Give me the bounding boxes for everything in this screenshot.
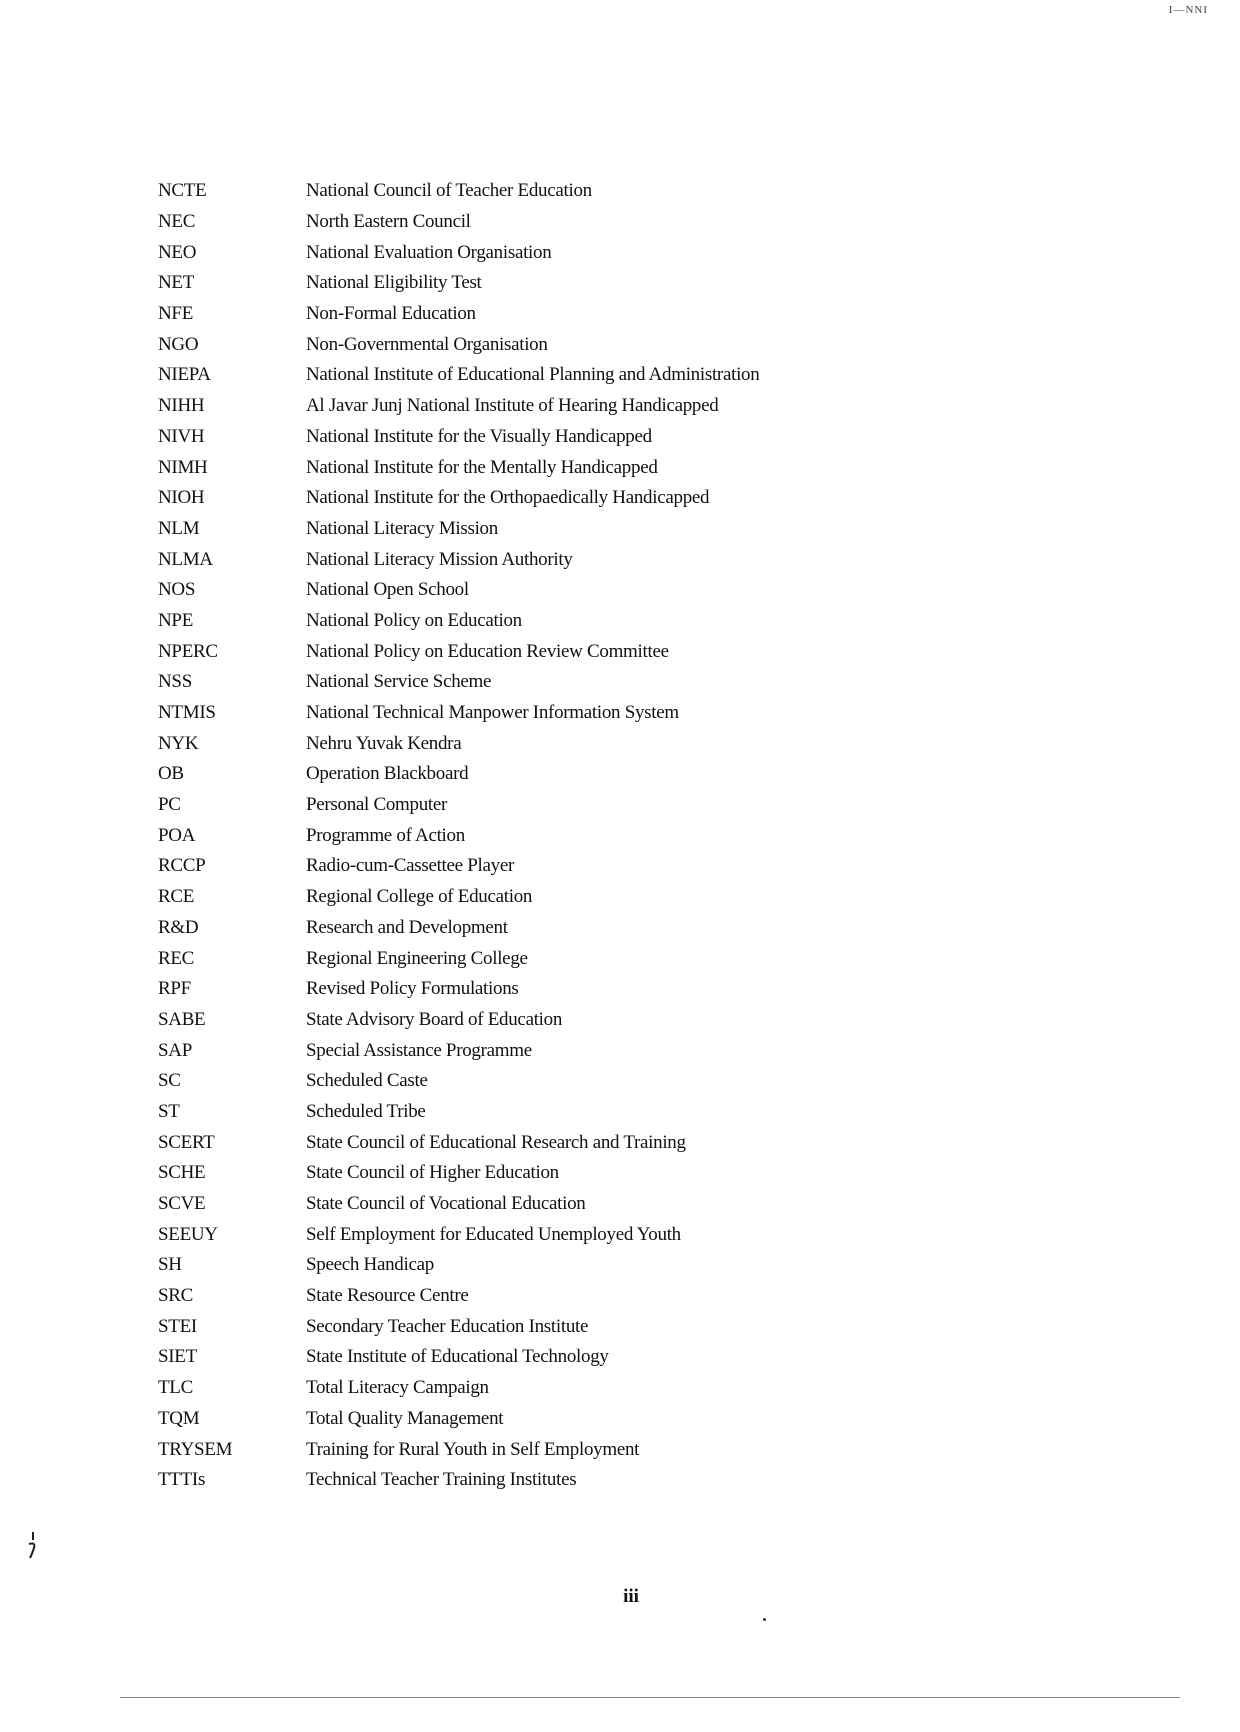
abbreviation-row (158, 299, 1158, 330)
abbreviation-row (158, 1465, 1158, 1496)
abbreviation-meaning: Scheduled Caste (306, 1070, 428, 1092)
abbreviation-meaning: Personal Computer (306, 794, 448, 816)
abbreviation-row (158, 1373, 1158, 1404)
abbreviation-meaning: National Policy on Education (306, 609, 522, 631)
abbreviation-row (158, 237, 1158, 268)
abbreviation-row (158, 606, 1158, 637)
abbreviation-row (158, 1342, 1158, 1373)
abbreviation-code: NSS (158, 671, 192, 693)
abbreviation-row (158, 360, 1158, 391)
abbreviation-code: POA (158, 824, 196, 846)
abbreviation-meaning: National Council of Teacher Education (306, 180, 592, 202)
abbreviation-meaning: Total Quality Management (306, 1407, 504, 1429)
abbreviation-row (158, 820, 1158, 851)
abbreviation-code: NYK (158, 732, 199, 754)
abbreviation-meaning: Radio-cum-Cassettee Player (306, 855, 514, 877)
abbreviation-meaning: Self Employment for Educated Unemployed Youth (306, 1223, 681, 1245)
abbreviation-meaning: Total Literacy Campaign (306, 1377, 489, 1399)
abbreviation-row (158, 544, 1158, 575)
abbreviation-meaning: Revised Policy Formulations (306, 978, 519, 1000)
abbreviation-code: NTMIS (158, 702, 216, 724)
abbreviation-row (158, 636, 1158, 667)
abbreviation-row (158, 1189, 1158, 1220)
abbreviation-meaning: North Eastern Council (306, 211, 471, 233)
abbreviation-meaning: Operation Blackboard (306, 763, 469, 785)
abbreviation-code: SABE (158, 1008, 206, 1030)
abbreviation-row (158, 1035, 1158, 1066)
abbreviation-row (158, 514, 1158, 545)
abbreviation-code: NIMH (158, 456, 208, 478)
corner-mark: I—NNI (1168, 4, 1208, 16)
abbreviation-row (158, 1434, 1158, 1465)
abbreviation-row (158, 329, 1158, 360)
abbreviation-meaning: National Literacy Mission Authority (306, 548, 573, 570)
abbreviation-meaning: State Council of Vocational Education (306, 1193, 586, 1215)
abbreviation-code: SIET (158, 1346, 197, 1368)
abbreviation-code: SCHE (158, 1162, 206, 1184)
abbreviation-row (158, 667, 1158, 698)
abbreviation-code: NET (158, 272, 195, 294)
abbreviation-code: NPE (158, 609, 193, 631)
abbreviation-code: TRYSEM (158, 1438, 233, 1460)
abbreviation-row (158, 1127, 1158, 1158)
abbreviation-meaning: National Service Scheme (306, 671, 492, 693)
abbreviation-row (158, 974, 1158, 1005)
abbreviation-code: SCERT (158, 1131, 215, 1153)
abbreviation-row (158, 422, 1158, 453)
page-number: iii (623, 1586, 639, 1607)
abbreviation-code: NEC (158, 211, 196, 233)
abbreviation-row (158, 759, 1158, 790)
abbreviation-meaning: Al Javar Junj National Institute of Hearing Handicapped (306, 395, 719, 417)
abbreviation-meaning: State Council of Educational Research and Training (306, 1131, 686, 1153)
abbreviation-meaning: National Institute of Educational Planning and Administration (306, 364, 760, 386)
abbreviation-code: SEEUY (158, 1223, 218, 1245)
abbreviation-row (158, 452, 1158, 483)
abbreviation-row (158, 1311, 1158, 1342)
abbreviation-code: NEO (158, 241, 197, 263)
abbreviation-meaning: Regional Engineering College (306, 947, 528, 969)
abbreviation-code: SC (158, 1070, 181, 1092)
abbreviation-meaning: State Council of Higher Education (306, 1162, 559, 1184)
abbreviation-row (158, 575, 1158, 606)
abbreviation-code: NIOH (158, 487, 205, 509)
abbreviation-code: RCCP (158, 855, 206, 877)
abbreviation-row (158, 882, 1158, 913)
scan-dot (763, 1618, 766, 1621)
abbreviation-code: NCTE (158, 180, 207, 202)
abbreviation-row (158, 207, 1158, 238)
abbreviation-meaning: National Institute for the Orthopaedically Handicapped (306, 487, 710, 509)
abbreviation-code: ST (158, 1100, 180, 1122)
abbreviation-code: NLMA (158, 548, 213, 570)
abbreviation-code: TQM (158, 1407, 200, 1429)
abbreviation-meaning: National Open School (306, 579, 469, 601)
abbreviation-meaning: State Advisory Board of Education (306, 1008, 563, 1030)
abbreviation-meaning: Secondary Teacher Education Institute (306, 1315, 589, 1337)
abbreviation-code: SRC (158, 1285, 194, 1307)
abbreviation-row (158, 851, 1158, 882)
abbreviation-meaning: Research and Development (306, 916, 508, 938)
abbreviation-code: SH (158, 1254, 182, 1276)
abbreviation-meaning: National Policy on Education Review Committee (306, 640, 669, 662)
abbreviation-row (158, 483, 1158, 514)
abbreviation-row (158, 790, 1158, 821)
abbreviation-row (158, 176, 1158, 207)
abbreviation-meaning: Speech Handicap (306, 1254, 434, 1276)
abbreviation-meaning: National Institute for the Mentally Handicapped (306, 456, 658, 478)
abbreviation-code: R&D (158, 916, 199, 938)
scan-artifact-mark (26, 1530, 40, 1560)
abbreviation-code: NIHH (158, 395, 205, 417)
abbreviation-code: NOS (158, 579, 196, 601)
abbreviation-row (158, 943, 1158, 974)
abbreviation-meaning: National Evaluation Organisation (306, 241, 552, 263)
abbreviation-code: NIEPA (158, 364, 211, 386)
abbreviation-code: RCE (158, 886, 195, 908)
abbreviation-row (158, 1066, 1158, 1097)
abbreviation-code: PC (158, 794, 181, 816)
abbreviation-meaning: Programme of Action (306, 824, 465, 846)
abbreviation-meaning: Training for Rural Youth in Self Employment (306, 1438, 640, 1460)
abbreviation-code: NFE (158, 303, 193, 325)
abbreviation-code: NPERC (158, 640, 218, 662)
abbreviation-code: TLC (158, 1377, 193, 1399)
abbreviation-code: SCVE (158, 1193, 206, 1215)
abbreviation-list (158, 176, 1158, 1496)
abbreviation-row (158, 1404, 1158, 1435)
abbreviation-meaning: Nehru Yuvak Kendra (306, 732, 462, 754)
abbreviation-meaning: National Eligibility Test (306, 272, 482, 294)
abbreviation-row (158, 1281, 1158, 1312)
abbreviation-meaning: Technical Teacher Training Institutes (306, 1469, 577, 1491)
abbreviation-row (158, 1097, 1158, 1128)
abbreviation-row (158, 1250, 1158, 1281)
abbreviation-code: RPF (158, 978, 191, 1000)
abbreviation-row (158, 391, 1158, 422)
abbreviation-meaning: Regional College of Education (306, 886, 533, 908)
abbreviation-code: TTTIs (158, 1469, 206, 1491)
abbreviation-row (158, 268, 1158, 299)
abbreviation-row (158, 1158, 1158, 1189)
abbreviation-code: REC (158, 947, 195, 969)
abbreviation-row (158, 913, 1158, 944)
abbreviation-meaning: Non-Governmental Organisation (306, 333, 548, 355)
abbreviation-meaning: National Technical Manpower Information System (306, 702, 679, 724)
abbreviation-row (158, 1005, 1158, 1036)
abbreviation-code: OB (158, 763, 184, 785)
abbreviation-code: NLM (158, 517, 200, 539)
abbreviation-meaning: State Institute of Educational Technology (306, 1346, 609, 1368)
abbreviation-meaning: Scheduled Tribe (306, 1100, 426, 1122)
abbreviation-meaning: Special Assistance Programme (306, 1039, 532, 1061)
abbreviation-code: SAP (158, 1039, 192, 1061)
scan-edge-line (120, 1697, 1180, 1698)
abbreviation-meaning: State Resource Centre (306, 1285, 469, 1307)
abbreviation-meaning: National Institute for the Visually Handicapped (306, 425, 652, 447)
abbreviation-code: NGO (158, 333, 199, 355)
abbreviation-meaning: National Literacy Mission (306, 517, 498, 539)
abbreviation-code: NIVH (158, 425, 205, 447)
abbreviation-meaning: Non-Formal Education (306, 303, 476, 325)
abbreviation-row (158, 698, 1158, 729)
abbreviation-code: STEI (158, 1315, 197, 1337)
abbreviation-row (158, 728, 1158, 759)
abbreviation-row (158, 1219, 1158, 1250)
